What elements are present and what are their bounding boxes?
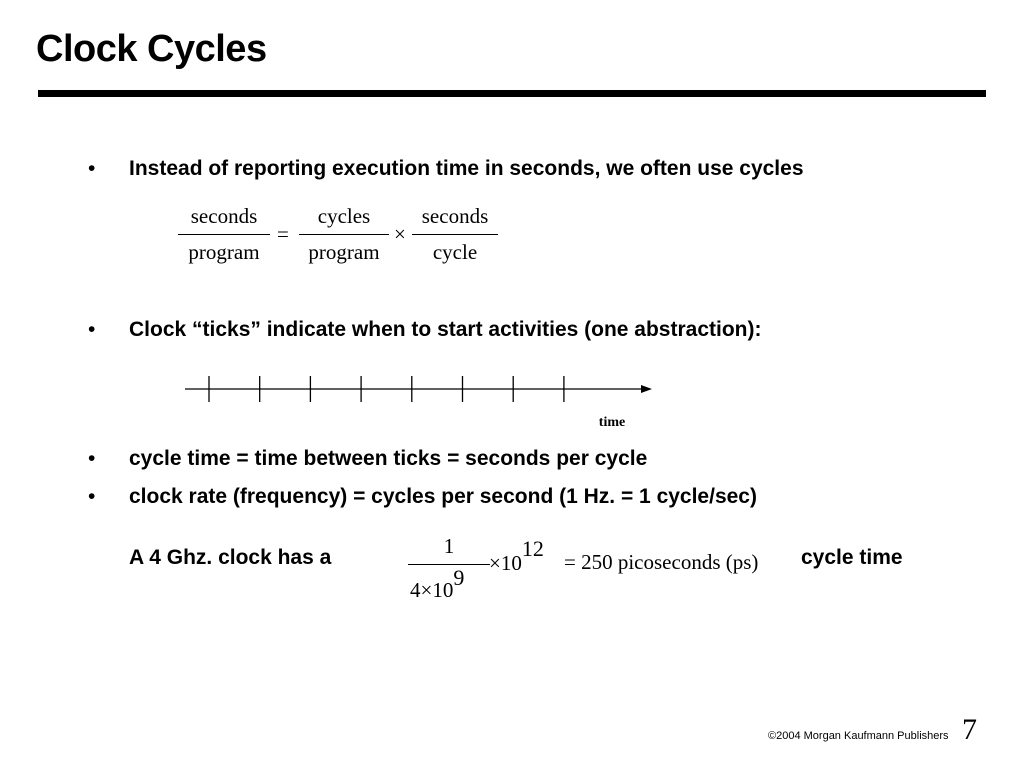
title-divider: [38, 90, 986, 97]
bullet-symbol: •: [88, 157, 96, 180]
fraction-seconds-per-cycle: [412, 204, 498, 268]
times-base: ×10: [489, 551, 522, 575]
slide-title: Clock Cycles: [36, 28, 267, 70]
fraction-bar: [412, 234, 498, 235]
numerator: seconds: [421, 204, 489, 228]
bullet-text: cycle time = time between ticks = seconds per cycle: [129, 447, 648, 470]
fraction-bar: [408, 564, 490, 565]
fraction-seconds-per-program: [178, 204, 270, 268]
denominator: program: [188, 240, 260, 264]
fraction-one-over-frequency: [408, 534, 490, 604]
page-number: 7: [962, 713, 977, 746]
denominator: cycle: [432, 240, 478, 264]
numerator: seconds: [190, 204, 258, 228]
result-value: = 250 picoseconds (ps): [564, 550, 759, 574]
denominator-exponent: 9: [453, 565, 465, 590]
fraction-cycles-per-program: [299, 204, 389, 268]
fraction-bar: [178, 234, 270, 235]
bullet-symbol: •: [88, 318, 96, 341]
copyright-notice: ©2004 Morgan Kaufmann Publishers: [768, 730, 949, 742]
times-sign: ×: [394, 222, 406, 246]
numerator: cycles: [317, 204, 371, 228]
times-power-of-ten: [489, 536, 544, 576]
bullet-text: Clock “ticks” indicate when to start activities (one abstraction):: [129, 318, 762, 341]
equals-sign: =: [277, 222, 289, 246]
numerator: 1: [443, 534, 455, 558]
times-exponent: 12: [521, 536, 544, 561]
bullet-text: Instead of reporting execution time in seconds, we often use cycles: [129, 157, 804, 180]
clock-tick-timeline: [180, 370, 660, 435]
example-prefix: A 4 Ghz. clock has a: [129, 546, 332, 569]
bullet-symbol: •: [88, 485, 96, 508]
arrow-head-icon: [641, 385, 652, 393]
denominator: [410, 565, 490, 603]
bullet-text: clock rate (frequency) = cycles per second (1 Hz. = 1 cycle/sec): [129, 485, 757, 508]
time-label: time: [598, 415, 626, 430]
denominator: program: [308, 240, 380, 264]
denominator-base: 4×10: [410, 578, 454, 602]
bullet-symbol: •: [88, 447, 96, 470]
example-suffix: cycle time: [801, 546, 903, 569]
fraction-bar: [299, 234, 389, 235]
